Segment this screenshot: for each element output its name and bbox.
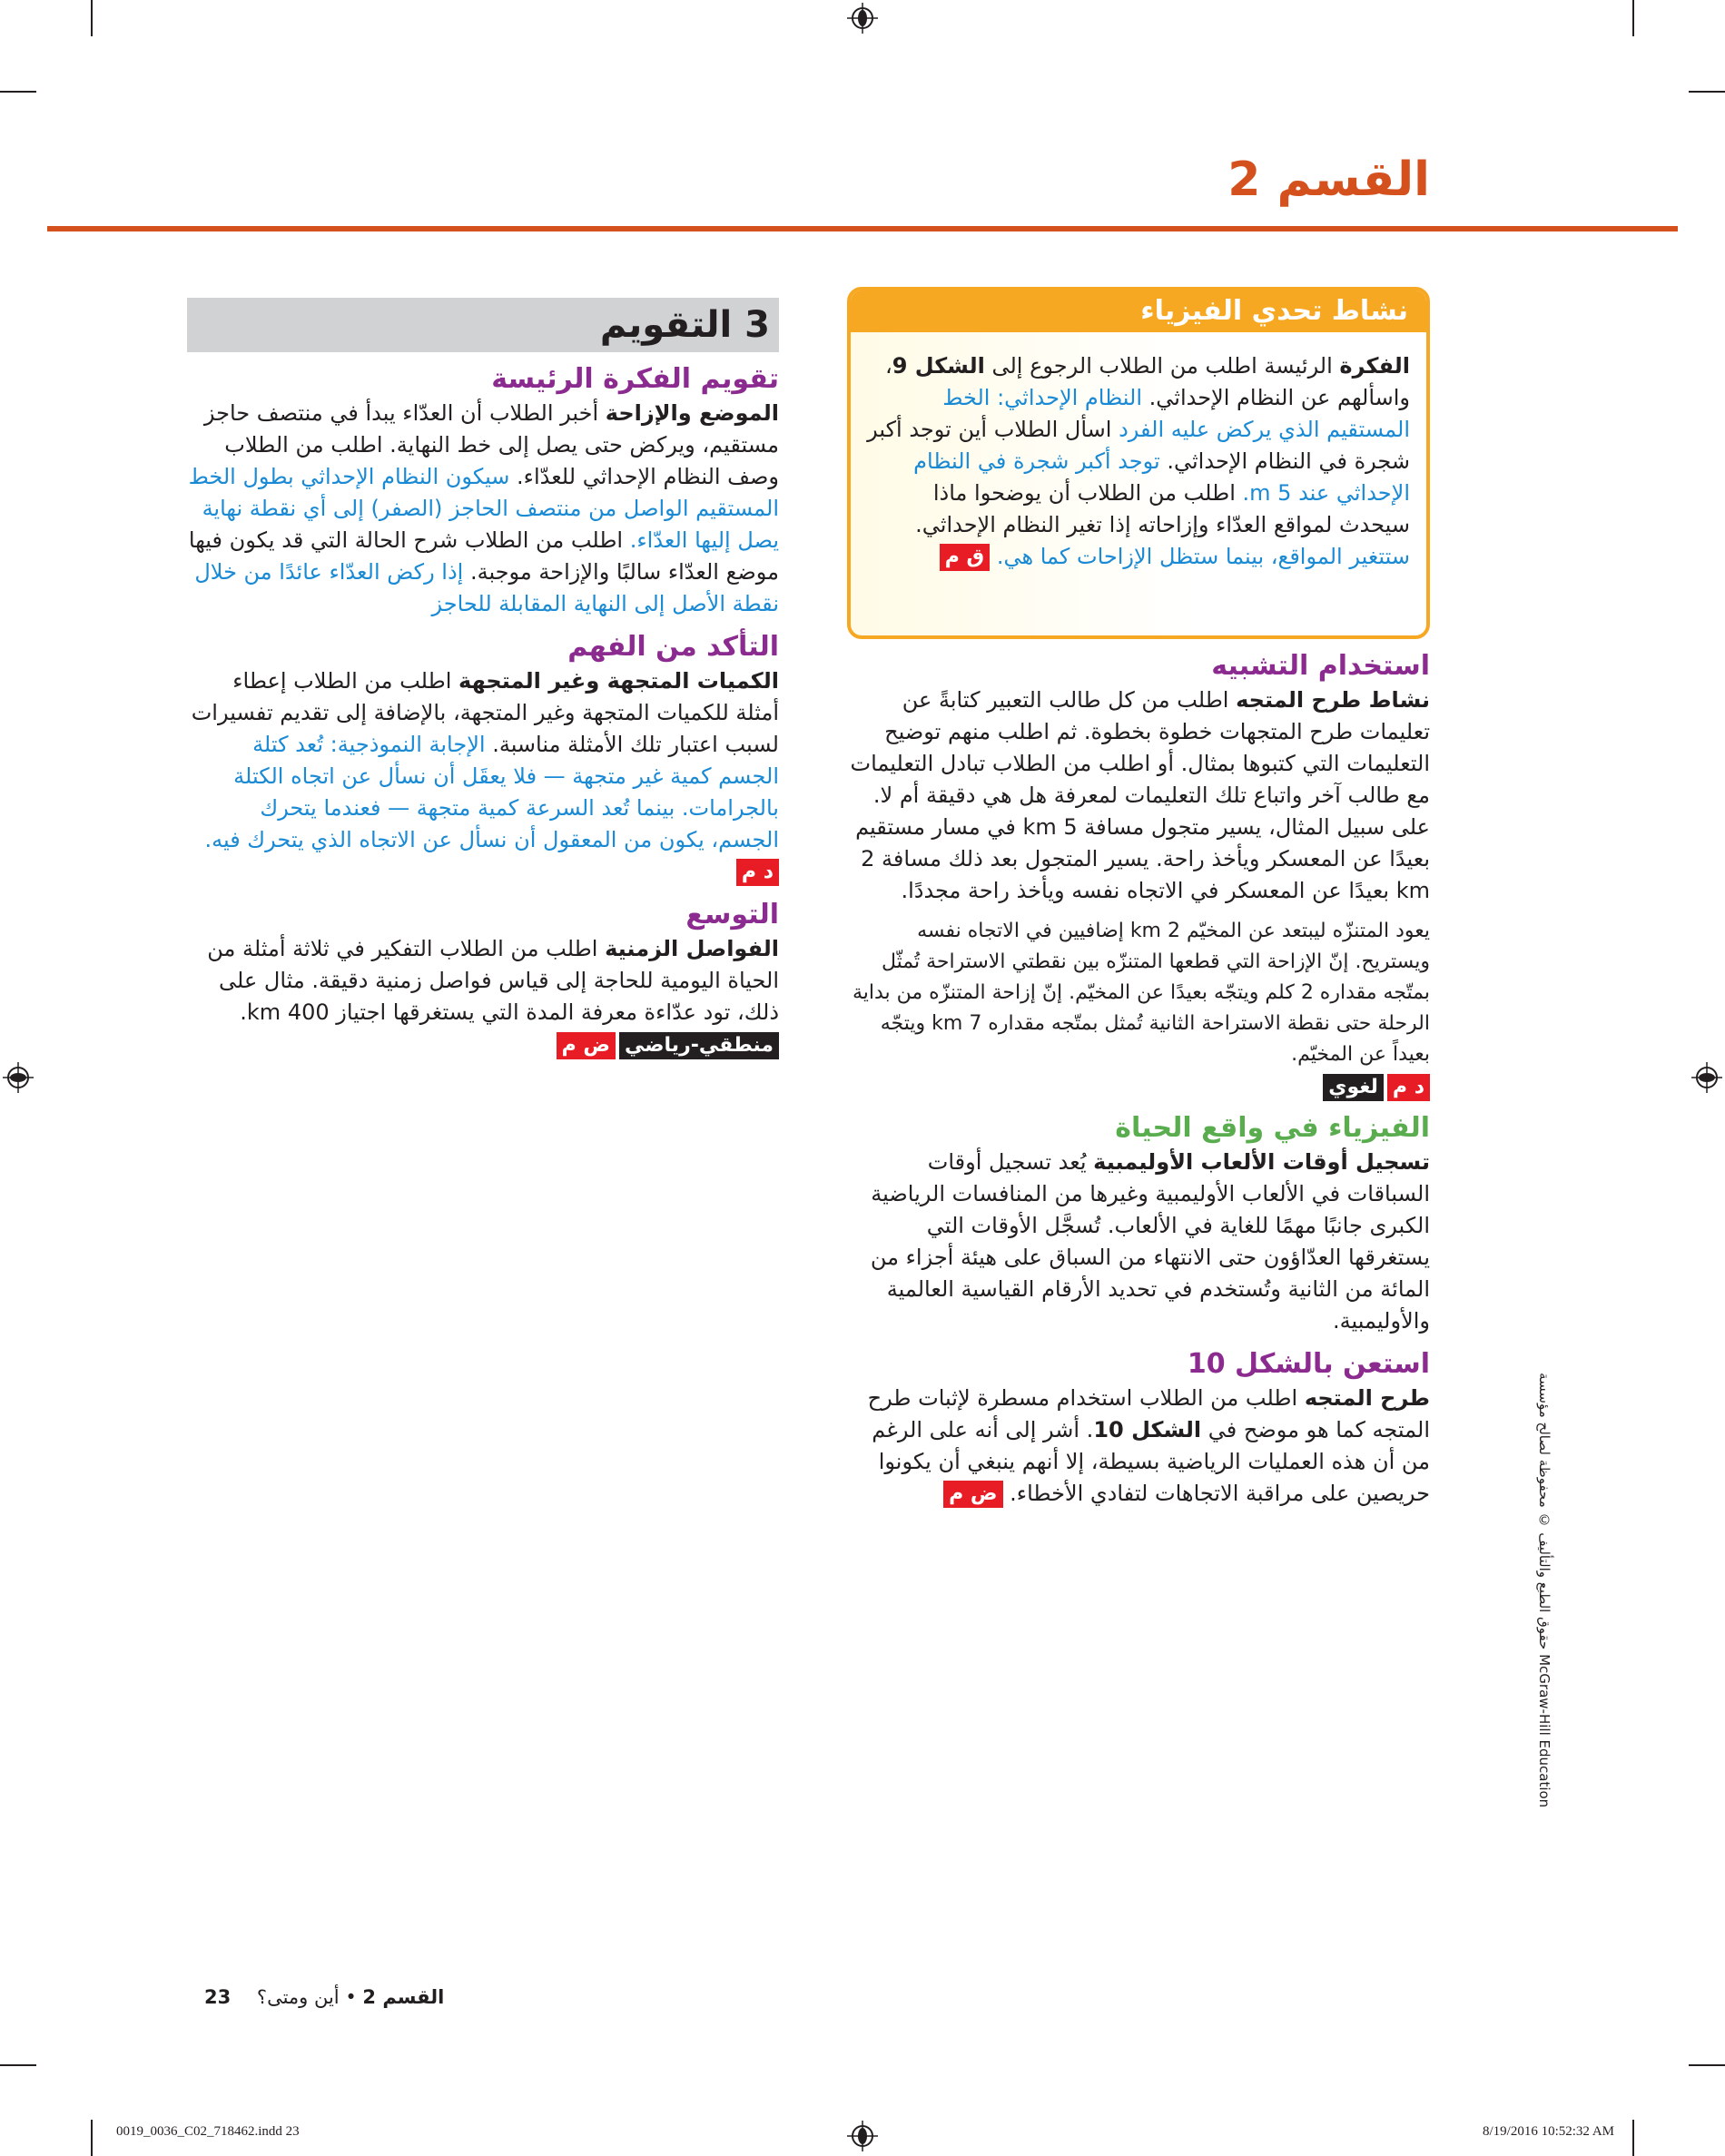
analogy-heading: استخدام التشبيه — [1211, 650, 1430, 682]
main-idea-paragraph — [187, 398, 779, 620]
slug-filename: 0019_0036_C02_718462.indd 23 — [116, 2124, 300, 2139]
physics-challenge-box — [847, 287, 1430, 639]
page-footer — [204, 1986, 444, 2008]
crop-mark — [1689, 2064, 1725, 2066]
answer-text: إذا ركض العدّاء عائدًا من خلال نقطة الأصل إلى النهاية المقابلة للحاجز — [194, 559, 779, 616]
crop-mark — [0, 91, 36, 93]
header-rule — [47, 226, 1678, 231]
body-text: يُعد تسجيل أوقات السباقات في الألعاب الأوليمبية وغيرها من المنافسات الرياضية الكبرى جانبًا مهمًا للغاية في الألعاب. تُسجَّل الأوقات التي يستغرقها العدّاؤون حتى الانتهاء من السباق على هيئة أجزاء من المائة من الثانية وتُستخدم في تحديد الأرقام القياسية العالمية والأوليمبية. — [870, 1149, 1430, 1334]
figure-ref: الشكل 10 — [1093, 1417, 1202, 1442]
body-text: أخبر الطلاب أن العدّاء يبدأ في منتصف حاجز مستقيم، ويركض حتى يصل إلى خط النهاية. اطلب من الطلاب وصف النظام الإحداثي للعدّاء. — [203, 400, 779, 489]
footer-bullet: • — [345, 1986, 357, 2008]
crop-mark — [1689, 91, 1725, 93]
extension-heading: التوسع — [685, 899, 779, 930]
level-badge: ض م — [943, 1481, 1002, 1508]
answer-text: الإجابة النموذجية: تُعد كتلة الجسم كمية غير متجهة — فلا يعقَل أن نسأل عن اتجاه الكتلة بالجرامات. بينما تُعد السرعة كمية متجهة — فعندما يتحرك الجسم، يكون من المعقول أن نسأل عن الاتجاه الذي يتحرك فيه. — [204, 732, 779, 852]
level-badge: ق م — [940, 544, 990, 571]
copyright-notice: حقوق الطبع والتأليف © محفوظة لصالح مؤسسة McGraw-Hill Education — [1536, 1373, 1552, 1808]
teaching-column — [847, 287, 1430, 1510]
assessment-column — [187, 298, 779, 1059]
registration-mark-icon — [1691, 1062, 1722, 1093]
level-badge: ض م — [557, 1032, 616, 1059]
crop-mark — [91, 0, 93, 36]
lead-term: الموضع والإزاحة — [605, 400, 779, 426]
lead-term: تسجيل أوقات الألعاب الأوليمبية — [1093, 1149, 1430, 1175]
analogy-example-paragraph: يعود المتنزّه ليبتعد عن المخيّم 2 km إضافيين في الاتجاه نفسه ويستريح. إنّ الإزاحة التي قطعها المتنزّه بين نقطتي الاستراحة تُمثّل بمتّجه مقداره 2 كلم ويتجّه بعيدًا عن المخيّم. إنّ إزاحة المتنزّه من بداية الرحلة حتى نقطة الاستراحة الثانية تُمثل بمتّجه مقداره 7 km ويتجّه بعيداً عن المخيّم. — [852, 920, 1430, 1066]
level-badge: د م — [736, 859, 779, 886]
registration-mark-icon — [847, 2121, 878, 2151]
check-understanding-paragraph — [187, 665, 779, 888]
figure-ref: الشكل 9 — [892, 353, 985, 379]
body-text: اسأل الطلاب أين توجد أكبر شجرة في النظام الإحداثي. — [867, 417, 1410, 474]
body-text: اطلب من الطلاب شرح الحالة التي قد يكون فيها موضع العدّاء سالبًا والإزاحة موجبة. — [188, 527, 779, 585]
body-text: اطلب من كل طالب التعبير كتابةً عن تعليمات طرح المتجهات خطوة بخطوة. ثم اطلب منهم توضيح التعليمات التي كتبوها بمثال. أو اطلب من الطلاب تبادل التعليمات مع طالب آخر واتباع تلك التعليمات لمعرفة هل هي دقيقة أم لا. على سبيل المثال، يسير متجول مسافة 5 km في مسار مستقيم بعيدًا عن المعسكر ويأخذ راحة. يسير المتجول بعد ذلك مسافة 2 km بعيدًا عن المعسكر في الاتجاه نفسه ويأخذ راحة مجددًا. — [850, 687, 1430, 903]
answer-text: النظام الإحداثي: الخط المستقيم الذي يركض عليه الفرد — [942, 385, 1410, 442]
analogy-paragraph — [847, 684, 1430, 907]
main-idea-heading: تقويم الفكرة الرئيسة — [491, 363, 779, 395]
section-title: القسم 2 — [1227, 153, 1430, 207]
lead-term: الفكرة — [1339, 353, 1410, 379]
badges — [187, 1032, 779, 1059]
real-world-paragraph — [847, 1147, 1430, 1337]
physics-challenge-title: نشاط تحدي الفيزياء — [851, 290, 1426, 332]
crop-mark — [0, 2064, 36, 2066]
real-world-heading: الفيزياء في واقع الحياة — [1115, 1112, 1430, 1144]
body-text: اطلب من الطلاب استخدام مسطرة لإثبات طرح المتجه كما هو موضح في — [867, 1385, 1430, 1442]
footer-subtitle: أين ومتى؟ — [256, 1986, 340, 2008]
answer-text: ستتغير المواقع، بينما ستظل الإزاحات كما هي. — [996, 544, 1410, 569]
check-understanding-heading: التأكد من الفهم — [567, 631, 779, 663]
crop-mark — [1632, 2120, 1634, 2156]
answer-text: توجد أكبر شجرة في النظام الإحداثي عند 5 m. — [913, 448, 1410, 506]
registration-mark-icon — [3, 1062, 34, 1093]
crop-mark — [1632, 0, 1634, 36]
body-text: اطلب من الطلاب إعطاء أمثلة للكميات المتجهة وغير المتجهة، بالإضافة إلى تقديم تفسيرات لسبب اعتبار تلك الأمثلة مناسبة. — [191, 668, 779, 757]
body-text: الرئيسة اطلب من الطلاب الرجوع إلى — [984, 353, 1340, 379]
figure10-paragraph — [847, 1383, 1430, 1510]
assessment-title: 3 التقويم — [187, 298, 779, 352]
body-text: اطلب من الطلاب التفكير في ثلاثة أمثلة من الحياة اليومية للحاجة إلى قياس فواصل زمنية دقيقة. مثال على ذلك، تود عدّاءة معرفة المدة التي يستغرقها اجتياز 400 km. — [207, 936, 779, 1025]
lead-term: الفواصل الزمنية — [605, 936, 779, 961]
learning-style-badge: لغوي — [1323, 1074, 1384, 1101]
footer-chapter: القسم 2 — [362, 1986, 445, 2008]
body-text: اطلب من الطلاب أن يوضحوا ماذا سيحدث لمواقع العدّاء وإزاحاته إذا تغير النظام الإحداثي. — [915, 480, 1410, 537]
lead-term: الكميات المتجهة وغير المتجهة — [458, 668, 779, 694]
page-number: 23 — [204, 1986, 232, 2008]
body-text: . أشر إلى أنه على الرغم من أن هذه العمليات الرياضية بسيطة، إلا أنهم ينبغي أن يكونوا حريصين على مراقبة الاتجاهات لتفادي الأخطاء. — [872, 1417, 1430, 1506]
lead-term: طرح المتجه — [1304, 1385, 1430, 1411]
answer-text: سيكون النظام الإحداثي بطول الخط المستقيم الواصل من منتصف الحاجز (الصفر) إلى أي نقطة نهاية يصل إليها العدّاء. — [188, 464, 779, 553]
lead-term: نشاط طرح المتجه — [1236, 687, 1430, 713]
extension-paragraph — [187, 933, 779, 1029]
figure10-heading: استعن بالشكل 10 — [1187, 1348, 1430, 1380]
slug-timestamp: 8/19/2016 10:52:32 AM — [1482, 2124, 1614, 2139]
badges — [847, 1074, 1430, 1101]
body-text: ، واسألهم عن النظام الإحداثي. — [884, 353, 1410, 410]
physics-challenge-paragraph — [860, 350, 1410, 573]
learning-style-badge: منطقي-رياضي — [619, 1032, 779, 1059]
registration-mark-icon — [847, 3, 878, 34]
level-badge: د م — [1387, 1074, 1430, 1101]
crop-mark — [91, 2120, 93, 2156]
